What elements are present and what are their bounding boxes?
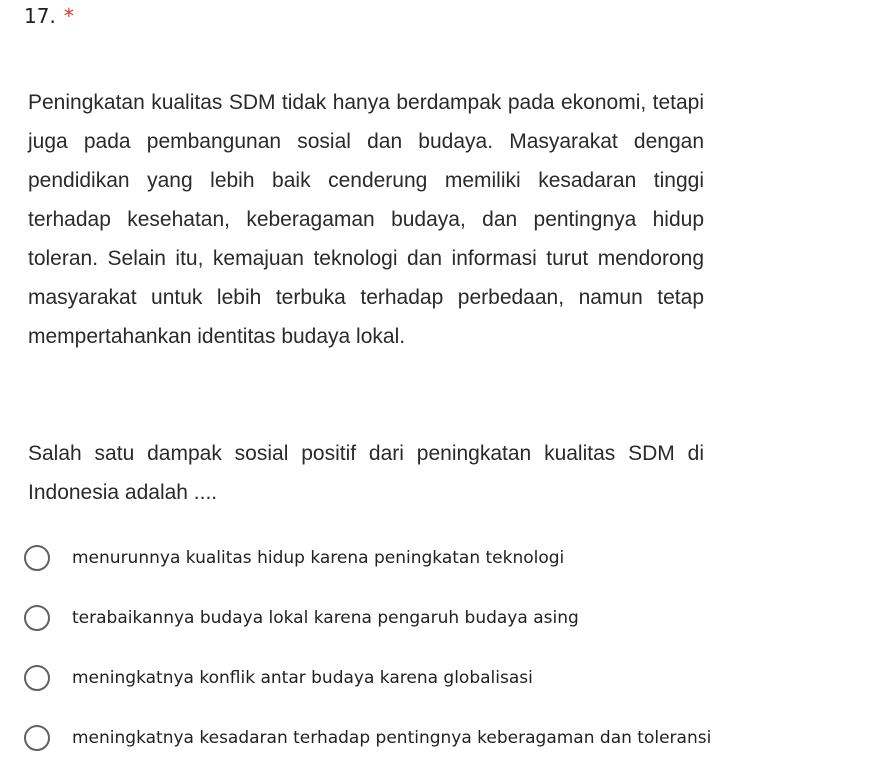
answer-option-c[interactable]: [24, 648, 864, 708]
option-label: terabaikannya budaya lokal karena pengaruh budaya asing: [72, 608, 579, 628]
radio-button-icon[interactable]: [24, 545, 50, 571]
radio-button-icon[interactable]: [24, 605, 50, 631]
radio-button-icon[interactable]: [24, 665, 50, 691]
answer-option-a[interactable]: [24, 528, 864, 588]
radio-button-icon[interactable]: [24, 725, 50, 751]
question-number: 17.: [24, 4, 56, 28]
required-asterisk: *: [63, 4, 74, 28]
answer-option-d[interactable]: [24, 708, 864, 768]
option-label: menurunnya kualitas hidup karena peningkatan teknologi: [72, 548, 565, 568]
option-label: meningkatnya konflik antar budaya karena globalisasi: [72, 668, 533, 688]
option-label: meningkatnya kesadaran terhadap pentingnya keberagaman dan toleransi: [72, 728, 712, 748]
question-prompt: Salah satu dampak sosial positif dari peningkatan kualitas SDM di Indonesia adalah ....: [28, 442, 704, 504]
answer-option-b[interactable]: [24, 588, 864, 648]
answer-options: [24, 528, 864, 768]
question-header: [24, 4, 74, 28]
question-passage: Peningkatan kualitas SDM tidak hanya berdampak pada ekonomi, tetapi juga pada pembangunan sosial dan budaya. Masyarakat dengan pendidikan yang lebih baik cenderung memiliki kesadaran tinggi terhadap kesehatan, keberagaman budaya, dan pentingnya hidup toleran. Selain itu, kemajuan teknologi dan informasi turut mendorong masyarakat untuk lebih terbuka terhadap perbedaan, namun tetap mempertahankan identitas budaya lokal.: [28, 91, 704, 348]
